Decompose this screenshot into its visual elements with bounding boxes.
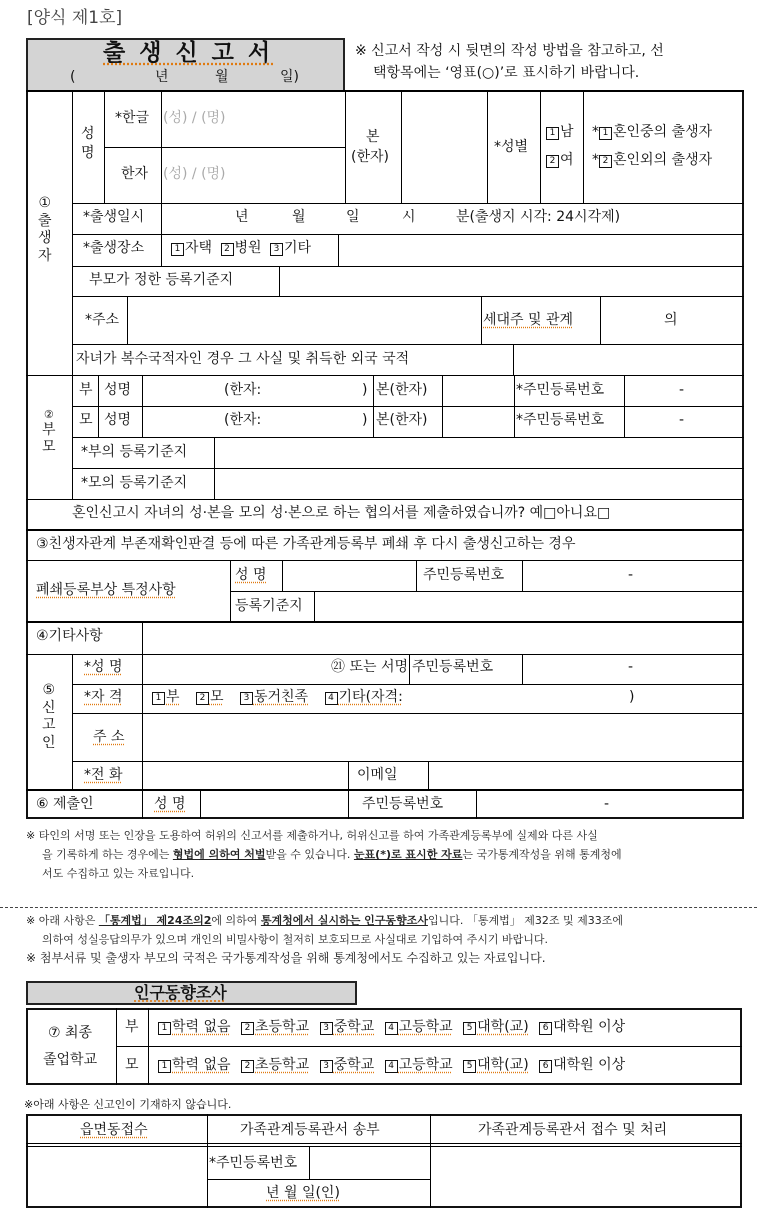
father-bon-label: 본(한자) [376,382,428,398]
agreement-question[interactable]: 혼인신고시 자녀의 성·본을 모의 성·본으로 하는 협의서를 제출하였습니까? 예□아니요□ [72,505,611,521]
office-date-seal: 년 월 일(인) [266,1185,340,1201]
reporter-sign-label: ㉑ 또는 서명 [331,659,408,675]
dual-nationality-input[interactable] [514,345,744,375]
survey-label-line1: ⑦ 최종 [48,1025,93,1041]
other-matters-input[interactable] [143,623,744,654]
closed-name-label: 성 명 [235,567,267,583]
section3-title: ③친생자관계 부존재확인판결 등에 따른 가족관계등록부 폐쇄 후 다시 출생신고하는 경우 [36,536,576,552]
bon-sub-label: (한자) [351,149,389,165]
instruction-line2: 택항목에는 ‘영표(○)’로 표시하기 바랍니다. [373,65,640,81]
qualification-other[interactable]: 4 기타(자격: [325,689,403,705]
hangul-name-input[interactable]: (성) / (명) [163,110,226,126]
section-reporter-label: ⑤ 신 고 인 [42,682,56,751]
father-base-label: *부의 등록기준지 [81,444,188,460]
mother-edu-1[interactable]: 1 학력 없음 [158,1057,231,1073]
survey-title: 인구동향조사 [134,983,227,1002]
father-bon-input[interactable] [443,376,514,406]
father-edu-3[interactable]: 3 중학교 [320,1019,375,1035]
address-input[interactable] [128,297,481,344]
bon-label: 본 [366,129,380,145]
father-edu-2[interactable]: 2 초등학교 [241,1019,309,1035]
reporter-email-input[interactable] [429,762,744,789]
father-base-input[interactable] [215,438,744,468]
dual-nationality-label: 자녀가 복수국적자인 경우 그 사실 및 취득한 외국 국적 [76,351,410,367]
sex-option-male[interactable]: 1 남 [546,125,574,140]
mother-edu-4[interactable]: 4 고등학교 [385,1057,453,1073]
mother-name-label: 성명 [104,412,132,428]
page-title: 출 생 신 고 서 [103,40,274,66]
registration-base-label: 부모가 정한 등록기준지 [89,272,234,288]
title-date-open: ( [70,69,76,85]
title-date-year: 년 [155,69,169,85]
survey-label-line2: 졸업학교 [43,1052,98,1068]
reporter-address-label: 주 소 [93,729,125,745]
hangul-name-label: *한글 [115,110,150,126]
father-edu-5[interactable]: 5 대학(교) [463,1019,529,1035]
qualification-cohabiting-relative[interactable]: 3 동거친족 [240,689,308,705]
father-edu-6[interactable]: 6 대학원 이상 [539,1019,625,1035]
birth-place-other-input[interactable] [339,235,744,266]
qualification-father[interactable]: 1 부 [152,689,180,705]
birth-place-label: *출생장소 [83,240,145,256]
section6-title: ⑥ 제출인 [36,796,94,812]
qualification-close: ) [629,689,635,705]
office-rrn-label: *주민등록번호 [209,1155,298,1171]
mother-bon-input[interactable] [443,407,514,437]
householder-label: 세대주 및 관계 [483,312,574,328]
form-label: [양식 제1호] [27,8,123,28]
mother-base-input[interactable] [215,469,744,499]
office-col-town-receipt: 읍면동접수 [80,1122,148,1138]
title-date-month: 월 [215,69,229,85]
qualification-options [152,690,403,705]
father-rrn-label: *주민등록번호 [516,382,605,398]
mother-bon-label: 본(한자) [376,412,428,428]
reporter-phone-input[interactable] [143,762,347,789]
address-label: *주소 [85,312,120,328]
closed-name-input[interactable] [283,561,416,591]
submitter-rrn-input[interactable]: - [604,796,610,812]
father-label: 부 [79,382,93,398]
birth-place-options [171,241,311,256]
sex-label: *성별 [494,139,529,155]
survey-father-options [158,1020,625,1035]
closed-base-label: 등록기준지 [235,598,303,614]
closed-rrn-input[interactable]: - [628,567,634,583]
mother-edu-5[interactable]: 5 대학(교) [463,1057,529,1073]
closed-base-input[interactable] [315,592,744,621]
mother-edu-6[interactable]: 6 대학원 이상 [539,1057,625,1073]
survey-father-label: 부 [125,1019,139,1035]
section-parents-label: ② 부 모 [42,408,56,456]
birth-place-other[interactable]: 3 기타 [270,240,311,256]
penalty-notice: ※ 타인의 서명 또는 인장을 도용하여 허위의 신고서를 제출하거나, 허위신고를 하여 가족관계등록부에 실제와 다른 사실 을 기록하게 하는 경우에는 형법에 의하여 처벌받을 수 있습니다. 눈표(*)로 표시한 자료는 국가통계작성을 위해 통계청에 서도 수집하고 있는 자료입니다. [26,829,622,880]
hanja-name-input[interactable]: (성) / (명) [163,166,226,182]
birth-place-home[interactable]: 1 자택 [171,240,212,256]
mother-edu-2[interactable]: 2 초등학교 [241,1057,309,1073]
qualification-mother[interactable]: 2 모 [196,689,224,705]
office-col-send: 가족관계등록관서 송부 [240,1122,380,1138]
closed-record-label: 폐쇄등록부상 특정사항 [36,582,176,598]
father-edu-4[interactable]: 4 고등학교 [385,1019,453,1035]
bon-input[interactable] [402,92,487,203]
reporter-email-label: 이메일 [357,767,398,783]
reporter-rrn-input[interactable]: - [628,659,634,675]
birth-datetime-input[interactable] [162,204,744,234]
birth-type-out-marriage[interactable]: * 2 혼인외의 출생자 [592,152,713,168]
birth-datetime-label: *출생일시 [83,209,145,225]
father-edu-1[interactable]: 1 학력 없음 [158,1019,231,1035]
father-hanja-close: ) [362,382,368,398]
mother-rrn-input[interactable]: - [679,412,685,428]
statistics-notice: ※ 아래 사항은 「통계법」 제24조의2에 의하여 통계청에서 실시하는 인구동향조사입니다. 「통계법」 제32조 및 제33조에 의하여 성실응답의무가 있으며 개인의 비밀사항이 철저히 보호되므로 사실대로 기입하여 주시기 바랍니다. ※ 첨부서류 및 출생자 부모의 국적은 국가통계작성을 위해 통계청에서도 수집하고 있는 자료입니다. [26,914,623,965]
reporter-rrn-label: 주민등록번호 [412,659,494,675]
qualification-label: *자 격 [84,689,123,705]
closed-rrn-label: 주민등록번호 [423,567,505,583]
unit-minute: 분(출생지 시각: 24시각제) [456,209,621,225]
mother-rrn-label: *주민등록번호 [516,412,605,428]
father-rrn-input[interactable]: - [679,382,685,398]
reporter-name-label: *성 명 [84,659,123,675]
office-note: ※아래 사항은 신고인이 기재하지 않습니다. [24,1098,232,1111]
section4-title: ④기타사항 [36,628,103,644]
sex-option-female[interactable]: 2 여 [546,153,574,168]
mother-edu-3[interactable]: 3 중학교 [320,1057,375,1073]
reporter-phone-label: *전 화 [84,767,123,783]
cut-line [0,907,757,908]
title-date-day: 일) [280,69,299,85]
unit-hour: 시 [402,209,416,225]
householder-suffix: 의 [664,312,678,328]
submitter-rrn-label: 주민등록번호 [362,796,444,812]
mother-hanja-label: (한자: [224,412,262,428]
instruction-line1: ※ 신고서 작성 시 뒷면의 작성 방법을 참고하고, 선 [355,43,664,59]
mother-base-label: *모의 등록기준지 [81,475,188,491]
section-birth-child-label: ① 출 생 자 [38,195,52,264]
unit-year: 년 [235,209,249,225]
hanja-name-label: 한자 [121,166,149,182]
mother-hanja-close: ) [362,412,368,428]
birth-place-hospital[interactable]: 2 병원 [221,240,262,256]
name-label: 성 명 [81,126,95,161]
unit-day: 일 [346,209,360,225]
father-hanja-label: (한자: [224,382,262,398]
registration-base-input[interactable] [280,267,744,296]
submitter-name-label: 성 명 [154,796,186,812]
father-name-label: 성명 [104,382,132,398]
mother-label: 모 [79,412,93,428]
submitter-name-input[interactable] [201,791,348,819]
reporter-address-input[interactable] [143,714,744,761]
unit-month: 월 [292,209,306,225]
office-col-process: 가족관계등록관서 접수 및 처리 [478,1122,668,1138]
survey-mother-options [158,1058,625,1073]
survey-mother-label: 모 [125,1057,139,1073]
birth-type-in-marriage[interactable]: * 1 혼인중의 출생자 [592,124,713,140]
